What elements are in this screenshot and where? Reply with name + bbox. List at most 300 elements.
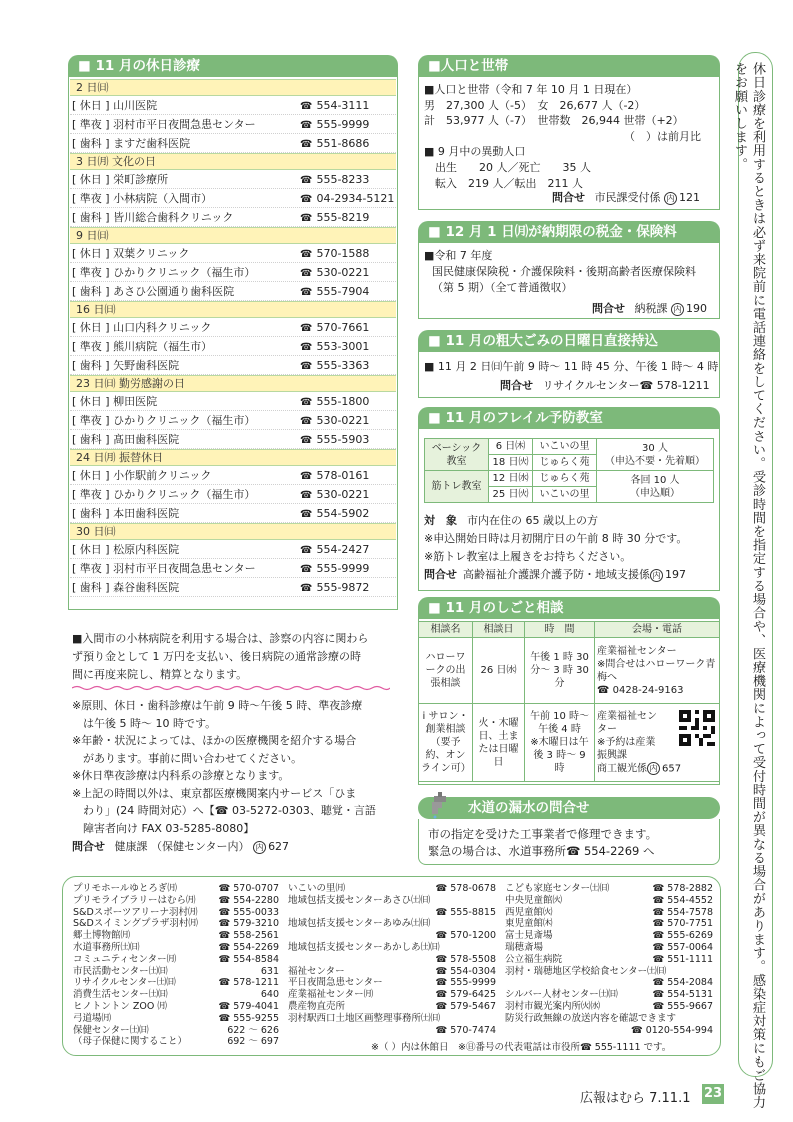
facility-tel: ☎ 554-2269 bbox=[218, 941, 279, 953]
ext-icon: 内 bbox=[664, 192, 677, 205]
job-time bbox=[525, 704, 595, 782]
frail-place: いこいの里 bbox=[533, 439, 597, 455]
clinic-tel bbox=[300, 581, 396, 594]
frail-date: 18 日㈫ bbox=[489, 455, 533, 471]
tel-number: 553-3001 bbox=[316, 339, 370, 353]
clinic-tel bbox=[300, 340, 396, 353]
facility-tel: 622 ～ 626 bbox=[227, 1024, 279, 1036]
facility-tel: ☎ 578-0678 bbox=[435, 883, 496, 894]
phone-icon: ☎ bbox=[300, 489, 313, 501]
job-header: 相談名 bbox=[419, 622, 473, 638]
water-line: 緊急の場合は、水道事務所☎ 554-2269 へ bbox=[428, 844, 655, 858]
clinic-row bbox=[70, 115, 396, 134]
clinic-tel bbox=[300, 562, 396, 575]
ext-icon: 内 bbox=[253, 841, 266, 854]
directory-row bbox=[288, 1013, 496, 1025]
cap-note: （申込不要・先着順） bbox=[605, 455, 705, 467]
directory-row bbox=[288, 954, 496, 966]
job-title: ■ 11 月のしごと相談 bbox=[418, 597, 720, 619]
directory-row bbox=[505, 1013, 713, 1025]
directory-row bbox=[505, 1001, 713, 1013]
publication-title: 広報はむら 7.11.1 bbox=[580, 1091, 691, 1106]
phone-icon: ☎ bbox=[300, 193, 313, 205]
notice-line: ■入間市の小林病院を利用する場合は、診察の内容に関わら bbox=[72, 632, 369, 645]
clinic-tel bbox=[300, 118, 396, 131]
clinic-name: [ 準夜 ] 熊川病院（福生市） bbox=[72, 340, 213, 353]
facility-name: こども家庭センター㈯㈰ bbox=[505, 883, 610, 894]
frail-date: 25 日㈫ bbox=[489, 487, 533, 503]
phone-icon: ☎ bbox=[300, 563, 313, 575]
facility-name: 東児童館㈭ bbox=[505, 918, 553, 930]
tel-number: 554-5902 bbox=[316, 506, 370, 520]
clinic-name: [ 準夜 ] 羽村市平日夜間急患センター bbox=[72, 118, 256, 131]
facility-name: 水道事務所㈯㈰ bbox=[73, 941, 140, 953]
facility-name: （母子保健に関すること） bbox=[73, 1036, 188, 1048]
garbage-line: ■ 11 月 2 日㈰午前 9 時～ 11 時 45 分、午後 1 時～ 4 時 bbox=[424, 360, 719, 373]
note-line: ※休日準夜診療は内科系の診療となります。 bbox=[72, 769, 290, 782]
clinic-name: [ 歯科 ] 髙田歯科医院 bbox=[72, 433, 180, 446]
directory-footnote: ※（ ）内は休館日 ※㊐番号の代表電話は市役所☎ 555-1111 です。 bbox=[371, 1042, 672, 1053]
facility-tel: 640 bbox=[260, 989, 279, 1001]
facility-tel: ☎ 570-0707 bbox=[218, 883, 279, 894]
contact-label: 問合せ bbox=[500, 379, 533, 392]
facility-tel: ☎ 578-5508 bbox=[435, 953, 496, 965]
phone-icon: ☎ bbox=[300, 508, 313, 520]
clinic-tel bbox=[300, 507, 396, 520]
notice-line: ず預り金として 1 万円を支払い、後日病院の通常診療の時 bbox=[72, 650, 361, 663]
clinic-tel bbox=[300, 414, 396, 427]
cap: 各回 10 人 bbox=[630, 474, 680, 486]
clinic-tel bbox=[300, 211, 396, 224]
facility-tel: ☎ 551-1111 bbox=[652, 953, 713, 965]
frail-cap bbox=[597, 471, 714, 503]
facility-tel: ☎ 558-2561 bbox=[218, 930, 279, 942]
ext-icon: 内 bbox=[647, 762, 660, 775]
directory-row bbox=[288, 1025, 496, 1037]
facility-tel: ☎ 570-7751 bbox=[652, 918, 713, 930]
directory-row bbox=[505, 942, 713, 954]
directory-row bbox=[505, 918, 713, 930]
tel-number: 570-7661 bbox=[316, 320, 370, 334]
facility-name: ヒノトントン ZOO ㈪ bbox=[73, 1000, 167, 1012]
clinic-name: [ 歯科 ] 矢野歯科医院 bbox=[72, 359, 180, 372]
wavy-divider bbox=[72, 685, 390, 691]
clinic-name: [ 休日 ] 柳田医院 bbox=[72, 395, 158, 408]
note-line: は午後 5 時～ 10 時です。 bbox=[72, 716, 217, 730]
water-body bbox=[428, 826, 657, 860]
facility-tel: ☎ 578-1211 bbox=[218, 977, 279, 989]
frail-place: じゅらく苑 bbox=[533, 471, 597, 487]
directory-row bbox=[288, 918, 496, 930]
contact-ext: 190 bbox=[686, 302, 707, 315]
directory-row bbox=[73, 1036, 279, 1048]
phone-icon: ☎ bbox=[300, 322, 313, 334]
facility-name: 消費生活センター㈯㈰ bbox=[73, 989, 168, 1001]
clinic-row bbox=[70, 337, 396, 356]
note-line: 障害者向け FAX 03-5285-8080】 bbox=[72, 821, 255, 835]
directory-row bbox=[288, 966, 496, 978]
directory-row bbox=[73, 930, 279, 942]
ext-icon: 内 bbox=[671, 303, 684, 316]
holiday-title: ■ 11 月の休日診療 bbox=[68, 55, 398, 77]
holiday-notice bbox=[72, 630, 392, 684]
clinic-name: [ 休日 ] 松原内科医院 bbox=[72, 543, 180, 556]
facility-name: 市民活動センター㈯㈰ bbox=[73, 965, 168, 977]
directory-row bbox=[73, 907, 279, 919]
water-line: 市の指定を受けた工事業者で修理できます。 bbox=[428, 827, 658, 841]
directory-row bbox=[288, 883, 496, 895]
clinic-tel bbox=[300, 137, 396, 150]
facility-name: 農産物直売所 bbox=[288, 1000, 346, 1012]
venue-contact bbox=[597, 762, 717, 776]
facility-name: S&Dスポーツアリーナ羽村㈪ bbox=[73, 906, 198, 918]
facility-name: 地域包括支援センターあさひ㈯㈰ bbox=[288, 894, 431, 906]
directory-col bbox=[505, 883, 713, 1036]
directory-row bbox=[505, 977, 713, 989]
clinic-tel bbox=[300, 247, 396, 260]
job-header: 時 間 bbox=[525, 622, 595, 638]
frail-title: ■ 11 月のフレイル予防教室 bbox=[418, 407, 720, 429]
venue-section: 商工観光係 bbox=[597, 763, 647, 775]
facility-tel: ☎ 570-1200 bbox=[435, 930, 496, 942]
day-header: 3 日㈪ 文化の日 bbox=[70, 153, 396, 170]
clinic-tel bbox=[300, 285, 396, 298]
directory-row bbox=[288, 1001, 496, 1013]
directory-col bbox=[73, 883, 279, 1048]
phone-icon: ☎ bbox=[300, 248, 313, 260]
tel-number: 554-2427 bbox=[316, 542, 370, 556]
facility-tel: ☎ 579-5467 bbox=[435, 1000, 496, 1012]
phone-icon: ☎ bbox=[300, 267, 313, 279]
tax-line: 国民健康保険税・介護保険料・後期高齢者医療保険料 bbox=[432, 265, 696, 278]
tel-number: 554-3111 bbox=[316, 98, 370, 112]
tel-number: 555-5903 bbox=[316, 432, 370, 446]
directory-row bbox=[505, 954, 713, 966]
tel-number: 555-3363 bbox=[316, 358, 370, 372]
facility-tel: ☎ 554-8584 bbox=[218, 953, 279, 965]
phone-icon: ☎ bbox=[300, 396, 313, 408]
holiday-contact bbox=[72, 838, 376, 856]
directory-row bbox=[288, 977, 496, 989]
directory-row bbox=[505, 895, 713, 907]
directory-row bbox=[505, 907, 713, 919]
clinic-name: [ 歯科 ] 本田歯科医院 bbox=[72, 507, 180, 520]
directory-col bbox=[288, 883, 496, 1036]
day-header: 30 日㈰ bbox=[70, 523, 396, 540]
directory-row bbox=[73, 942, 279, 954]
tax-title: ■ 12 月 1 日㈪が納期限の税金・保険料 bbox=[418, 221, 720, 243]
day-header: 24 日㈪ 振替休日 bbox=[70, 449, 396, 466]
directory-row bbox=[288, 907, 496, 919]
facility-name: いこいの里㈪ bbox=[288, 883, 346, 894]
phone-icon: ☎ bbox=[300, 100, 313, 112]
directory-row bbox=[73, 883, 279, 895]
tel-number: 555-1800 bbox=[316, 394, 370, 408]
tel-number: 555-8219 bbox=[316, 210, 370, 224]
clinic-name: [ 準夜 ] ひかりクリニック（福生市） bbox=[72, 266, 256, 279]
water-title-text: 水道の漏水の問合せ bbox=[468, 800, 590, 816]
directory-row bbox=[73, 1013, 279, 1025]
water-title bbox=[418, 797, 720, 819]
clinic-name: [ 休日 ] 小作駅前クリニック bbox=[72, 469, 212, 482]
job-name: i サロン・創業相談（要予約、オンライン可） bbox=[419, 704, 473, 782]
tel-number: 555-9872 bbox=[316, 580, 370, 594]
frail-contact bbox=[424, 566, 687, 584]
phone-icon: ☎ bbox=[300, 582, 313, 594]
pop-line: （ ）は前月比 bbox=[624, 129, 701, 143]
facility-directory bbox=[62, 876, 721, 1056]
job-name: ハローワークの出張相談 bbox=[419, 638, 473, 704]
clinic-name: [ 歯科 ] 森谷歯科医院 bbox=[72, 581, 180, 594]
time-note: ※木曜日は午後 3 時～ 9 時 bbox=[530, 737, 589, 774]
facility-tel: ☎ 579-3210 bbox=[218, 918, 279, 930]
clinic-row bbox=[70, 189, 396, 208]
directory-row bbox=[288, 930, 496, 942]
clinic-name: [ 歯科 ] ますだ歯科医院 bbox=[72, 137, 191, 150]
pop-line: ■ 9 月中の異動人口 bbox=[424, 145, 526, 159]
contact-text: リサイクルセンター☎ 578-1211 bbox=[542, 379, 710, 392]
venue: 産業福祉センター bbox=[597, 710, 657, 735]
facility-name: 弓道場㈪ bbox=[73, 1012, 112, 1024]
day-header: 9 日㈰ bbox=[70, 227, 396, 244]
job-venue bbox=[595, 638, 720, 704]
tel-number: 555-9999 bbox=[316, 561, 370, 575]
faucet-icon bbox=[424, 790, 454, 820]
contact-label: 問合せ bbox=[552, 191, 585, 204]
phone-icon: ☎ bbox=[300, 434, 313, 446]
phone-icon: ☎ bbox=[300, 174, 313, 186]
contact-ext: 627 bbox=[268, 840, 290, 853]
sidebar-notice: 休日診療を利用するときは必ず来院前に電話連絡をしてください。受診時間を指定する場合や、医療機関によって受付時間が異なる場合があります。感染症対策にもご協力をお願いします。 bbox=[732, 62, 765, 1110]
clinic-row bbox=[70, 540, 396, 559]
tel-number: 04-2934-5121 bbox=[316, 191, 395, 205]
contact-label: 問合せ bbox=[72, 840, 105, 853]
contact-label: 問合せ bbox=[592, 302, 625, 315]
clinic-row bbox=[70, 96, 396, 115]
tel-number: 555-9999 bbox=[316, 117, 370, 131]
facility-name: S&Dスイミングプラザ羽村㈪ bbox=[73, 918, 198, 930]
directory-row bbox=[73, 989, 279, 1001]
job-date: 26 日㈬ bbox=[473, 638, 525, 704]
clinic-tel bbox=[300, 433, 396, 446]
facility-tel: ☎ 579-6425 bbox=[435, 989, 496, 1001]
day-header: 23 日㈰ 勤労感謝の日 bbox=[70, 375, 396, 392]
facility-tel: ☎ 555-9255 bbox=[218, 1012, 279, 1024]
facility-tel: ☎ 554-5131 bbox=[652, 989, 713, 1001]
frail-target bbox=[424, 512, 687, 530]
pop-line: 出生 20 人／死亡 35 人 bbox=[424, 160, 591, 174]
facility-name: シルバー人材センター㈯㈰ bbox=[505, 989, 618, 1001]
contact-text: 健康課 （保健センター内） bbox=[114, 840, 250, 853]
tel: 0428-24-9163 bbox=[612, 684, 684, 696]
phone-icon: ☎ bbox=[300, 212, 313, 224]
facility-tel: ☎ 557-0064 bbox=[652, 941, 713, 953]
tel-number: 555-8233 bbox=[316, 172, 370, 186]
facility-name: 富士見斎場 bbox=[505, 930, 553, 942]
phone-icon: ☎ bbox=[300, 470, 313, 482]
facility-tel: ☎ 554-0304 bbox=[435, 965, 496, 977]
frail-table bbox=[424, 438, 714, 503]
contact-ext: 197 bbox=[665, 568, 686, 581]
day-header: 16 日㈰ bbox=[70, 301, 396, 318]
clinic-name: [ 準夜 ] ひかりクリニック（福生市） bbox=[72, 414, 256, 427]
pop-line: 計 53,977 人（-7） 世帯数 26,944 世帯（+2） bbox=[424, 114, 684, 128]
tax-contact bbox=[592, 300, 707, 316]
facility-tel: ☎ 0120-554-994 bbox=[630, 1024, 713, 1036]
facility-tel: ☎ 554-7578 bbox=[652, 906, 713, 918]
facility-tel: ☎ 555-9999 bbox=[435, 977, 496, 989]
directory-row bbox=[73, 895, 279, 907]
tel-number: 530-0221 bbox=[316, 413, 370, 427]
clinic-name: [ 準夜 ] ひかりクリニック（福生市） bbox=[72, 488, 256, 501]
directory-row bbox=[505, 989, 713, 1001]
phone-icon: ☎ bbox=[300, 415, 313, 427]
job-header: 会場・電話 bbox=[595, 622, 720, 638]
garbage-title: ■ 11 月の粗大ごみの日曜日直接持込 bbox=[418, 330, 720, 352]
facility-name: 防災行政無線の放送内容を確認できます bbox=[505, 1012, 677, 1024]
directory-row bbox=[73, 977, 279, 989]
facility-tel: ☎ 570-7474 bbox=[435, 1024, 496, 1036]
tax-line: （第 5 期）（全て普通徴収） bbox=[432, 281, 573, 294]
clinic-tel bbox=[300, 321, 396, 334]
frail-place: いこいの里 bbox=[533, 487, 597, 503]
garbage-contact bbox=[500, 377, 710, 393]
job-header: 相談日 bbox=[473, 622, 525, 638]
clinic-tel bbox=[300, 395, 396, 408]
cap-note: （申込順） bbox=[630, 487, 680, 499]
facility-name: プリモホールゆとろぎ㈪ bbox=[73, 883, 177, 894]
facility-name: 産業福祉センター㈪ bbox=[288, 989, 374, 1001]
clinic-name: [ 準夜 ] 小林病院（入間市） bbox=[72, 192, 213, 205]
holiday-notes bbox=[72, 697, 376, 856]
facility-name: プリモライブラリーはむら㈪ bbox=[73, 894, 196, 906]
contact-text: 高齢福祉介護課介護予防・地域支援係 bbox=[463, 568, 650, 581]
pop-line: 転入 219 人／転出 211 人 bbox=[424, 176, 583, 190]
directory-row bbox=[73, 954, 279, 966]
clinic-tel bbox=[300, 543, 396, 556]
directory-row bbox=[288, 895, 496, 907]
tax-body bbox=[424, 248, 696, 296]
qr-code-icon[interactable] bbox=[679, 710, 715, 746]
facility-name: リサイクルセンター㈯㈰ bbox=[73, 977, 176, 989]
venue-note: ※問合せはハローワーク青梅へ bbox=[597, 658, 716, 683]
frail-cap bbox=[597, 439, 714, 471]
clinic-row bbox=[70, 170, 396, 189]
clinic-row bbox=[70, 318, 396, 337]
note-line: ※原則、休日・歯科診療は午前 9 時～午後 5 時、準夜診療 bbox=[72, 699, 363, 712]
facility-name: 中央児童館㈫ bbox=[505, 894, 563, 906]
venue-tel: ☎ 0428-24-9163 bbox=[597, 684, 684, 696]
phone-icon: ☎ bbox=[300, 360, 313, 372]
clinic-row bbox=[70, 559, 396, 578]
facility-name: 保健センター㈯㈰ bbox=[73, 1024, 149, 1036]
clinic-row bbox=[70, 392, 396, 411]
directory-row bbox=[288, 942, 496, 954]
frail-class: ベーシック教室 bbox=[425, 439, 489, 471]
contact-text: 市民課受付係 bbox=[594, 191, 661, 204]
directory-row bbox=[73, 918, 279, 930]
facility-tel: ☎ 554-2084 bbox=[652, 977, 713, 989]
phone-icon: ☎ bbox=[300, 286, 313, 298]
clinic-row bbox=[70, 504, 396, 523]
clinic-row bbox=[70, 263, 396, 282]
target-label: 対 象 bbox=[424, 514, 457, 527]
frail-note: ※筋トレ教室は上履きをお持ちください。 bbox=[424, 550, 632, 563]
holiday-list bbox=[70, 79, 396, 597]
facility-tel: ☎ 555-6269 bbox=[652, 930, 713, 942]
frail-class: 筋トレ教室 bbox=[425, 471, 489, 503]
clinic-row bbox=[70, 466, 396, 485]
clinic-row bbox=[70, 411, 396, 430]
tel-number: 555-7904 bbox=[316, 284, 370, 298]
clinic-tel bbox=[300, 192, 396, 205]
clinic-tel bbox=[300, 469, 396, 482]
facility-name: 地域包括支援センターあゆみ㈯㈰ bbox=[288, 918, 431, 930]
facility-tel: 692 ～ 697 bbox=[227, 1036, 279, 1048]
note-line: ※年齢・状況によっては、ほかの医療機関を紹介する場合 bbox=[72, 734, 357, 747]
clinic-row bbox=[70, 282, 396, 301]
cap: 30 人 bbox=[642, 442, 668, 454]
page-number: 23 bbox=[702, 1084, 724, 1104]
ext-icon: 内 bbox=[650, 569, 663, 582]
job-table bbox=[418, 621, 720, 782]
clinic-tel bbox=[300, 266, 396, 279]
directory-row bbox=[288, 989, 496, 1001]
contact-ext: 121 bbox=[679, 191, 700, 204]
facility-tel: ☎ 579-4041 bbox=[218, 1000, 279, 1012]
clinic-name: [ 休日 ] 双葉クリニック bbox=[72, 247, 190, 260]
directory-row bbox=[505, 883, 713, 895]
facility-name: 郷土博物館㈪ bbox=[73, 930, 131, 942]
facility-name: 西児童館㈫ bbox=[505, 906, 553, 918]
phone-icon: ☎ bbox=[300, 341, 313, 353]
facility-name: 福祉センター bbox=[288, 965, 345, 977]
facility-tel: ☎ 578-2882 bbox=[652, 883, 713, 894]
facility-tel: ☎ 555-0033 bbox=[218, 906, 279, 918]
facility-name: 公立福生病院 bbox=[505, 953, 563, 965]
job-date: 火・木曜日、土または日曜日 bbox=[473, 704, 525, 782]
directory-row bbox=[73, 1025, 279, 1037]
note-line: があります。事前に問い合わせてください。 bbox=[72, 751, 303, 765]
target-text: 市内在住の 65 歳以上の方 bbox=[467, 514, 598, 527]
clinic-name: [ 休日 ] 山川医院 bbox=[72, 99, 158, 112]
facility-tel: 631 bbox=[260, 965, 279, 977]
clinic-name: [ 準夜 ] 羽村市平日夜間急患センター bbox=[72, 562, 256, 575]
contact-text: 納税課 bbox=[634, 302, 668, 315]
facility-name: 地域包括支援センターあかしあ㈯㈰ bbox=[288, 941, 440, 953]
frail-note: ※申込開始日時は月初開庁日の午前 8 時 30 分です。 bbox=[424, 532, 688, 545]
ext: 657 bbox=[662, 763, 682, 775]
tel-number: 530-0221 bbox=[316, 265, 370, 279]
pop-line: 男 27,300 人（-5） 女 26,677 人（-2） bbox=[424, 98, 646, 112]
contact-label: 問合せ bbox=[424, 568, 457, 581]
directory-row bbox=[505, 1025, 713, 1037]
frail-date: 12 日㈬ bbox=[489, 471, 533, 487]
day-header: 2 日㈰ bbox=[70, 79, 396, 96]
phone-icon: ☎ bbox=[300, 544, 313, 556]
frail-body bbox=[424, 512, 687, 584]
facility-name: コミュニティセンター㈪ bbox=[73, 953, 177, 965]
frail-place: じゅらく苑 bbox=[533, 455, 597, 471]
clinic-tel bbox=[300, 173, 396, 186]
facility-tel: ☎ 554-2280 bbox=[218, 894, 279, 906]
clinic-name: [ 歯科 ] 皆川総合歯科クリニック bbox=[72, 211, 234, 224]
venue-note: ※予約は産業振興課 bbox=[597, 736, 656, 761]
time: 午前 10 時～午後 4 時 bbox=[529, 711, 590, 735]
clinic-row bbox=[70, 208, 396, 227]
directory-row bbox=[73, 966, 279, 978]
tel-number: 530-0221 bbox=[316, 487, 370, 501]
